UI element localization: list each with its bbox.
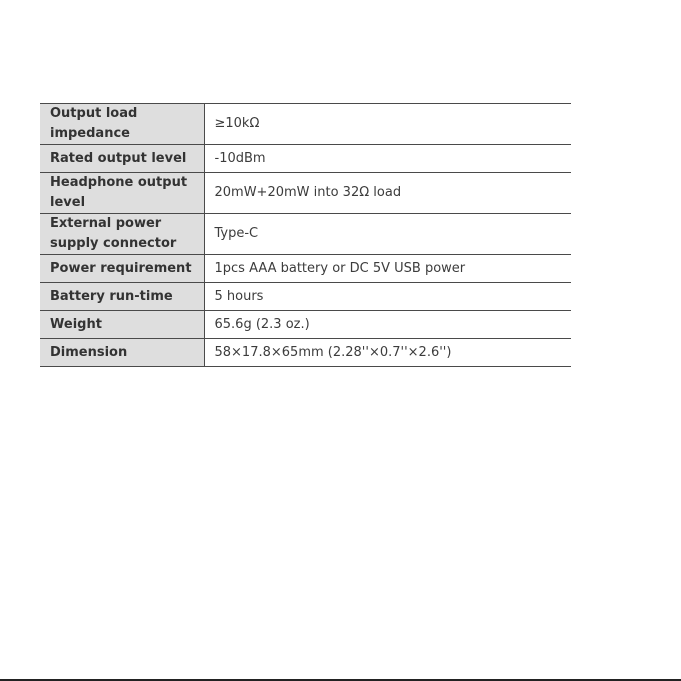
spec-value: 20mW+20mW into 32Ω load — [204, 173, 571, 214]
table-row — [40, 104, 571, 145]
table-row — [40, 214, 571, 255]
table-row — [40, 255, 571, 283]
spec-value: 58×17.8×65mm (2.28''×0.7''×2.6'') — [204, 339, 571, 367]
spec-label: Battery run-time — [40, 283, 204, 311]
spec-value: 65.6g (2.3 oz.) — [204, 311, 571, 339]
table-row — [40, 339, 571, 367]
spec-value: 5 hours — [204, 283, 571, 311]
spec-label: Weight — [40, 311, 204, 339]
spec-table — [40, 103, 571, 367]
table-row — [40, 311, 571, 339]
spec-label: Rated output level — [40, 145, 204, 173]
spec-value: 1pcs AAA battery or DC 5V USB power — [204, 255, 571, 283]
spec-label: Output load impedance — [40, 104, 204, 145]
spec-value: ≥10kΩ — [204, 104, 571, 145]
spec-label: Power requirement — [40, 255, 204, 283]
table-row — [40, 145, 571, 173]
spec-label: Headphone output level — [40, 173, 204, 214]
spec-value: Type-C — [204, 214, 571, 255]
spec-label: External power supply connector — [40, 214, 204, 255]
spec-value: -10dBm — [204, 145, 571, 173]
table-row — [40, 173, 571, 214]
spec-label: Dimension — [40, 339, 204, 367]
table-row — [40, 283, 571, 311]
